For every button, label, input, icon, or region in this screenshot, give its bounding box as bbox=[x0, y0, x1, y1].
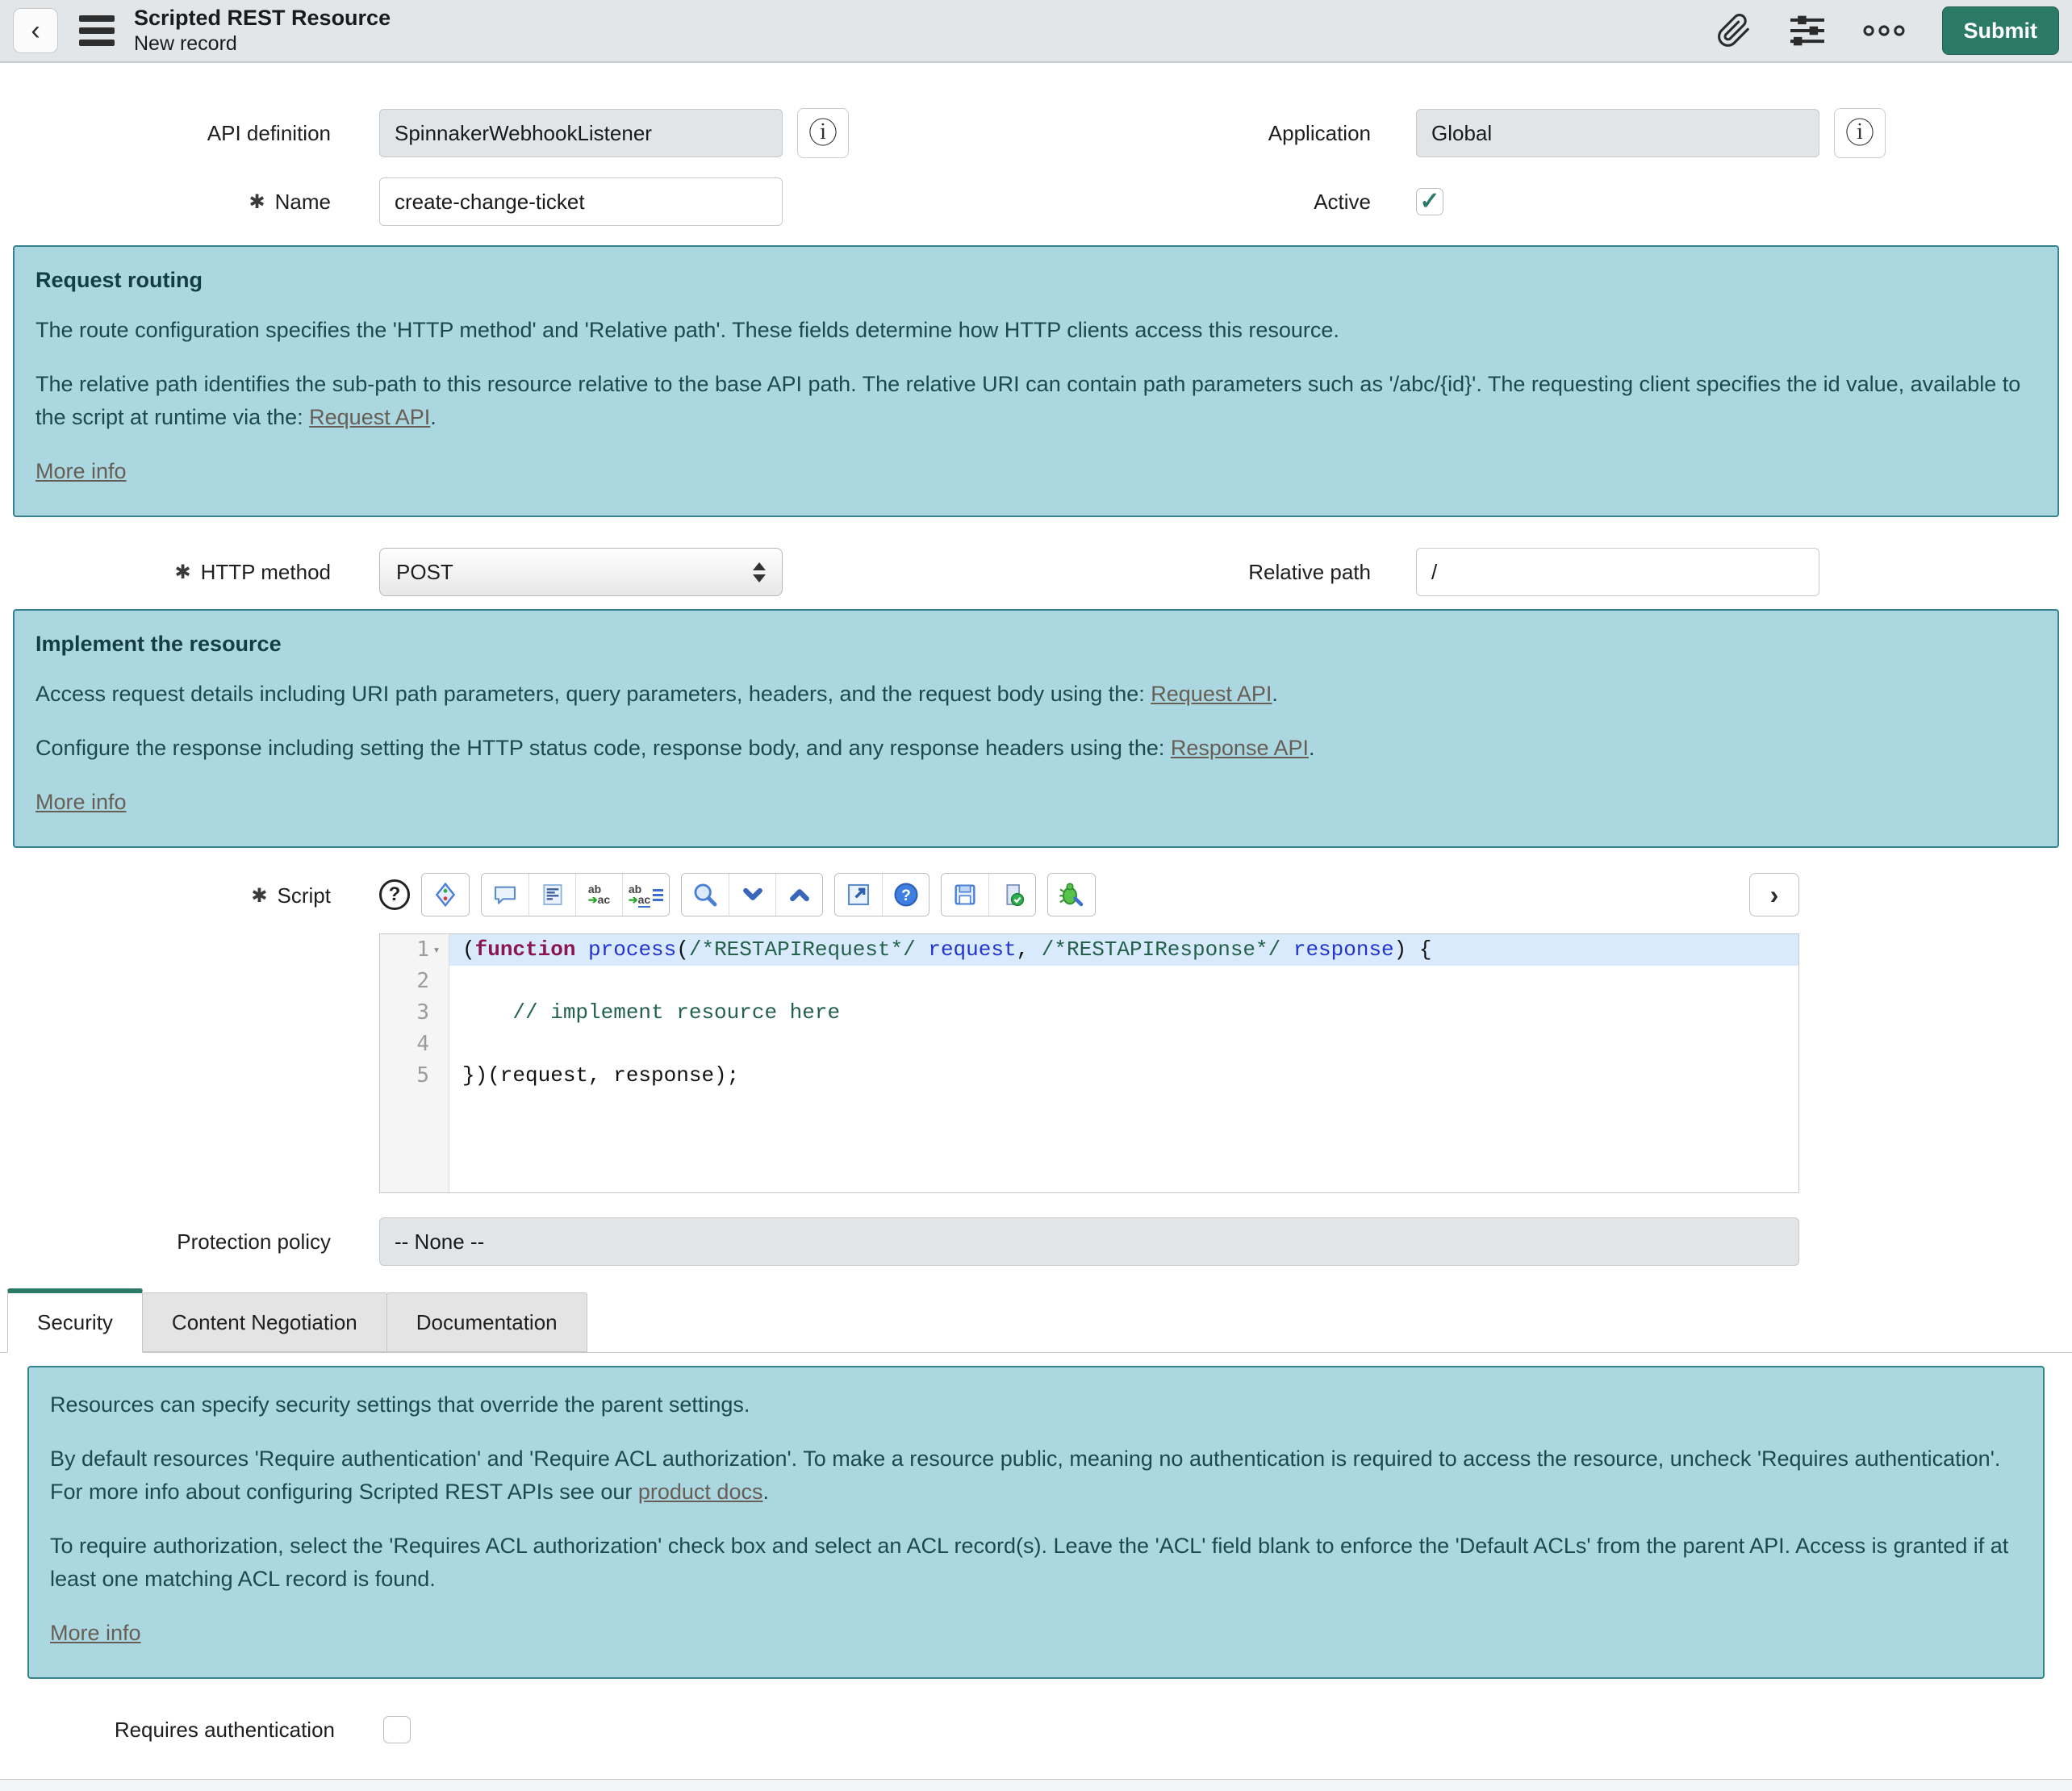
application-info-button[interactable] bbox=[1834, 108, 1886, 158]
find-next-icon[interactable] bbox=[729, 874, 775, 916]
syntax-editor-icon[interactable] bbox=[422, 874, 469, 916]
form-row bbox=[0, 177, 2072, 226]
format-code-icon[interactable] bbox=[528, 874, 575, 916]
application-field bbox=[1416, 109, 1819, 157]
security-info-box bbox=[27, 1366, 2045, 1679]
find-previous-icon[interactable] bbox=[775, 874, 822, 916]
search-icon[interactable] bbox=[682, 874, 729, 916]
request-routing-box bbox=[13, 245, 2059, 517]
more-info-link[interactable]: More info bbox=[36, 790, 127, 814]
page-title: Scripted REST Resource bbox=[134, 5, 391, 30]
form-row bbox=[0, 1217, 2072, 1266]
request-api-link[interactable]: Request API bbox=[309, 405, 431, 429]
submit-button[interactable]: Submit bbox=[1942, 6, 2060, 55]
checkmark-icon: ✓ bbox=[1419, 188, 1440, 215]
box-paragraph bbox=[36, 455, 2036, 488]
page-bottom bbox=[0, 1780, 2072, 1791]
box-paragraph bbox=[50, 1617, 2022, 1650]
box-paragraph: The relative path identifies the sub-path to this resource relative to the base API path. The relative URI can contain path parameters such as '/abc/{id}'. The requesting client specifies the id value, available to the script at runtime via the: Request API. bbox=[36, 372, 2021, 429]
box-paragraph bbox=[36, 786, 2036, 819]
mandatory-icon: ✱ bbox=[249, 190, 265, 213]
form-row bbox=[0, 548, 2072, 596]
script-code-editor[interactable] bbox=[379, 933, 1799, 1193]
open-in-new-window-icon[interactable] bbox=[835, 874, 882, 916]
tab-bar bbox=[0, 1288, 2072, 1352]
svg-text:?: ? bbox=[900, 887, 911, 905]
info-icon: ⓘ bbox=[1844, 116, 1874, 149]
tab-documentation[interactable]: Documentation bbox=[386, 1292, 587, 1352]
active-label: Active bbox=[1314, 189, 1371, 214]
active-checkbox[interactable] bbox=[1416, 188, 1443, 215]
context-menu-icon[interactable] bbox=[79, 15, 115, 46]
http-method-value: POST bbox=[396, 559, 453, 584]
editor-help-icon[interactable] bbox=[882, 874, 929, 916]
api-definition-field bbox=[379, 109, 783, 157]
application-label: Application bbox=[1268, 120, 1371, 145]
more-options-icon[interactable] bbox=[1863, 24, 1905, 37]
form-row bbox=[0, 1716, 2072, 1743]
syntax-check-icon[interactable] bbox=[988, 874, 1035, 916]
back-icon: ‹ bbox=[31, 15, 40, 46]
fold-icon[interactable]: ▾ bbox=[432, 942, 441, 957]
expand-editor-icon: › bbox=[1769, 879, 1779, 909]
select-caret-icon bbox=[753, 562, 766, 582]
header-bar bbox=[0, 0, 2072, 63]
protection-policy-field bbox=[379, 1217, 1799, 1266]
box-paragraph: The route configuration specifies the 'HTTP method' and 'Relative path'. These fields determine how HTTP clients access this resource. bbox=[36, 318, 1339, 342]
box-paragraph: To require authorization, select the 'Requires ACL authorization' check box and select an ACL record(s). Leave the 'ACL' field blank to enforce the 'Default ACLs' from the parent API. Access is granted if at least one matching ACL record is found. bbox=[50, 1534, 2009, 1591]
box-title: Request routing bbox=[36, 268, 203, 292]
response-api-link[interactable]: Response API bbox=[1170, 736, 1309, 760]
more-info-link[interactable]: More info bbox=[50, 1621, 141, 1645]
save-icon[interactable] bbox=[942, 874, 988, 916]
tab-security[interactable]: Security bbox=[7, 1288, 143, 1353]
request-api-link[interactable]: Request API bbox=[1151, 682, 1272, 706]
paperclip-icon[interactable] bbox=[1716, 13, 1752, 48]
product-docs-link[interactable]: product docs bbox=[637, 1480, 763, 1504]
name-label: ✱ Name bbox=[249, 189, 331, 214]
page-subtitle: New record bbox=[134, 32, 237, 56]
more-info-link[interactable]: More info bbox=[36, 459, 127, 483]
code-line: 3 // implement resource here bbox=[380, 997, 1798, 1029]
code-line: 2 bbox=[380, 966, 1798, 997]
box-paragraph: Configure the response including setting the HTTP status code, response body, and any response headers using the: Response API. bbox=[36, 736, 1315, 760]
debug-icon[interactable] bbox=[1048, 874, 1095, 916]
implement-resource-box bbox=[13, 609, 2059, 848]
box-paragraph: Access request details including URI path parameters, query parameters, headers, and the request body using the: Request API. bbox=[36, 682, 1278, 706]
form-row bbox=[0, 108, 2072, 158]
script-toolbar bbox=[379, 872, 1799, 917]
box-paragraph: Resources can specify security settings that override the parent settings. bbox=[50, 1392, 750, 1417]
api-definition-info-button[interactable] bbox=[797, 108, 849, 158]
api-definition-label: API definition bbox=[207, 120, 331, 145]
header-titles bbox=[134, 5, 391, 57]
security-tab-panel bbox=[0, 1352, 2072, 1780]
code-line: 5 })(request, response); bbox=[380, 1060, 1798, 1092]
code-line: 1 ▾ (function process(/*RESTAPIRequest*/ request, /*RESTAPIResponse*/ response) { bbox=[380, 934, 1798, 966]
info-icon: ⓘ bbox=[808, 116, 838, 149]
back-button[interactable] bbox=[13, 8, 58, 53]
script-row bbox=[0, 872, 2072, 1193]
requires-authentication-checkbox[interactable] bbox=[383, 1716, 411, 1743]
relative-path-label: Relative path bbox=[1248, 559, 1371, 584]
replace-icon[interactable]: ab ➔ac bbox=[575, 874, 622, 916]
http-method-label: ✱ HTTP method bbox=[174, 559, 331, 584]
protection-policy-label: Protection policy bbox=[177, 1229, 331, 1254]
script-label: ✱ Script bbox=[251, 883, 331, 908]
requires-authentication-label: Requires authentication bbox=[114, 1717, 335, 1742]
mandatory-icon: ✱ bbox=[174, 561, 191, 583]
filter-sliders-icon[interactable] bbox=[1789, 14, 1826, 48]
help-icon[interactable]: ? bbox=[379, 879, 410, 910]
box-paragraph: By default resources 'Require authentication' and 'Require ACL authorization'. To make a resource public, meaning no authentication is required to access the resource, uncheck 'Requires authentication'. For more info about configuring Scripted REST APIs see our product docs. bbox=[50, 1447, 2001, 1504]
expand-editor-button[interactable] bbox=[1749, 873, 1799, 916]
code-line: 4 bbox=[380, 1029, 1798, 1060]
relative-path-input[interactable] bbox=[1416, 548, 1819, 596]
comment-icon[interactable] bbox=[482, 874, 528, 916]
name-input[interactable] bbox=[379, 177, 783, 226]
http-method-select[interactable] bbox=[379, 548, 783, 596]
tab-content-negotiation[interactable]: Content Negotiation bbox=[142, 1292, 387, 1352]
box-title: Implement the resource bbox=[36, 632, 282, 656]
replace-all-icon[interactable]: ab ➔ac bbox=[622, 874, 669, 916]
mandatory-icon: ✱ bbox=[251, 885, 268, 907]
